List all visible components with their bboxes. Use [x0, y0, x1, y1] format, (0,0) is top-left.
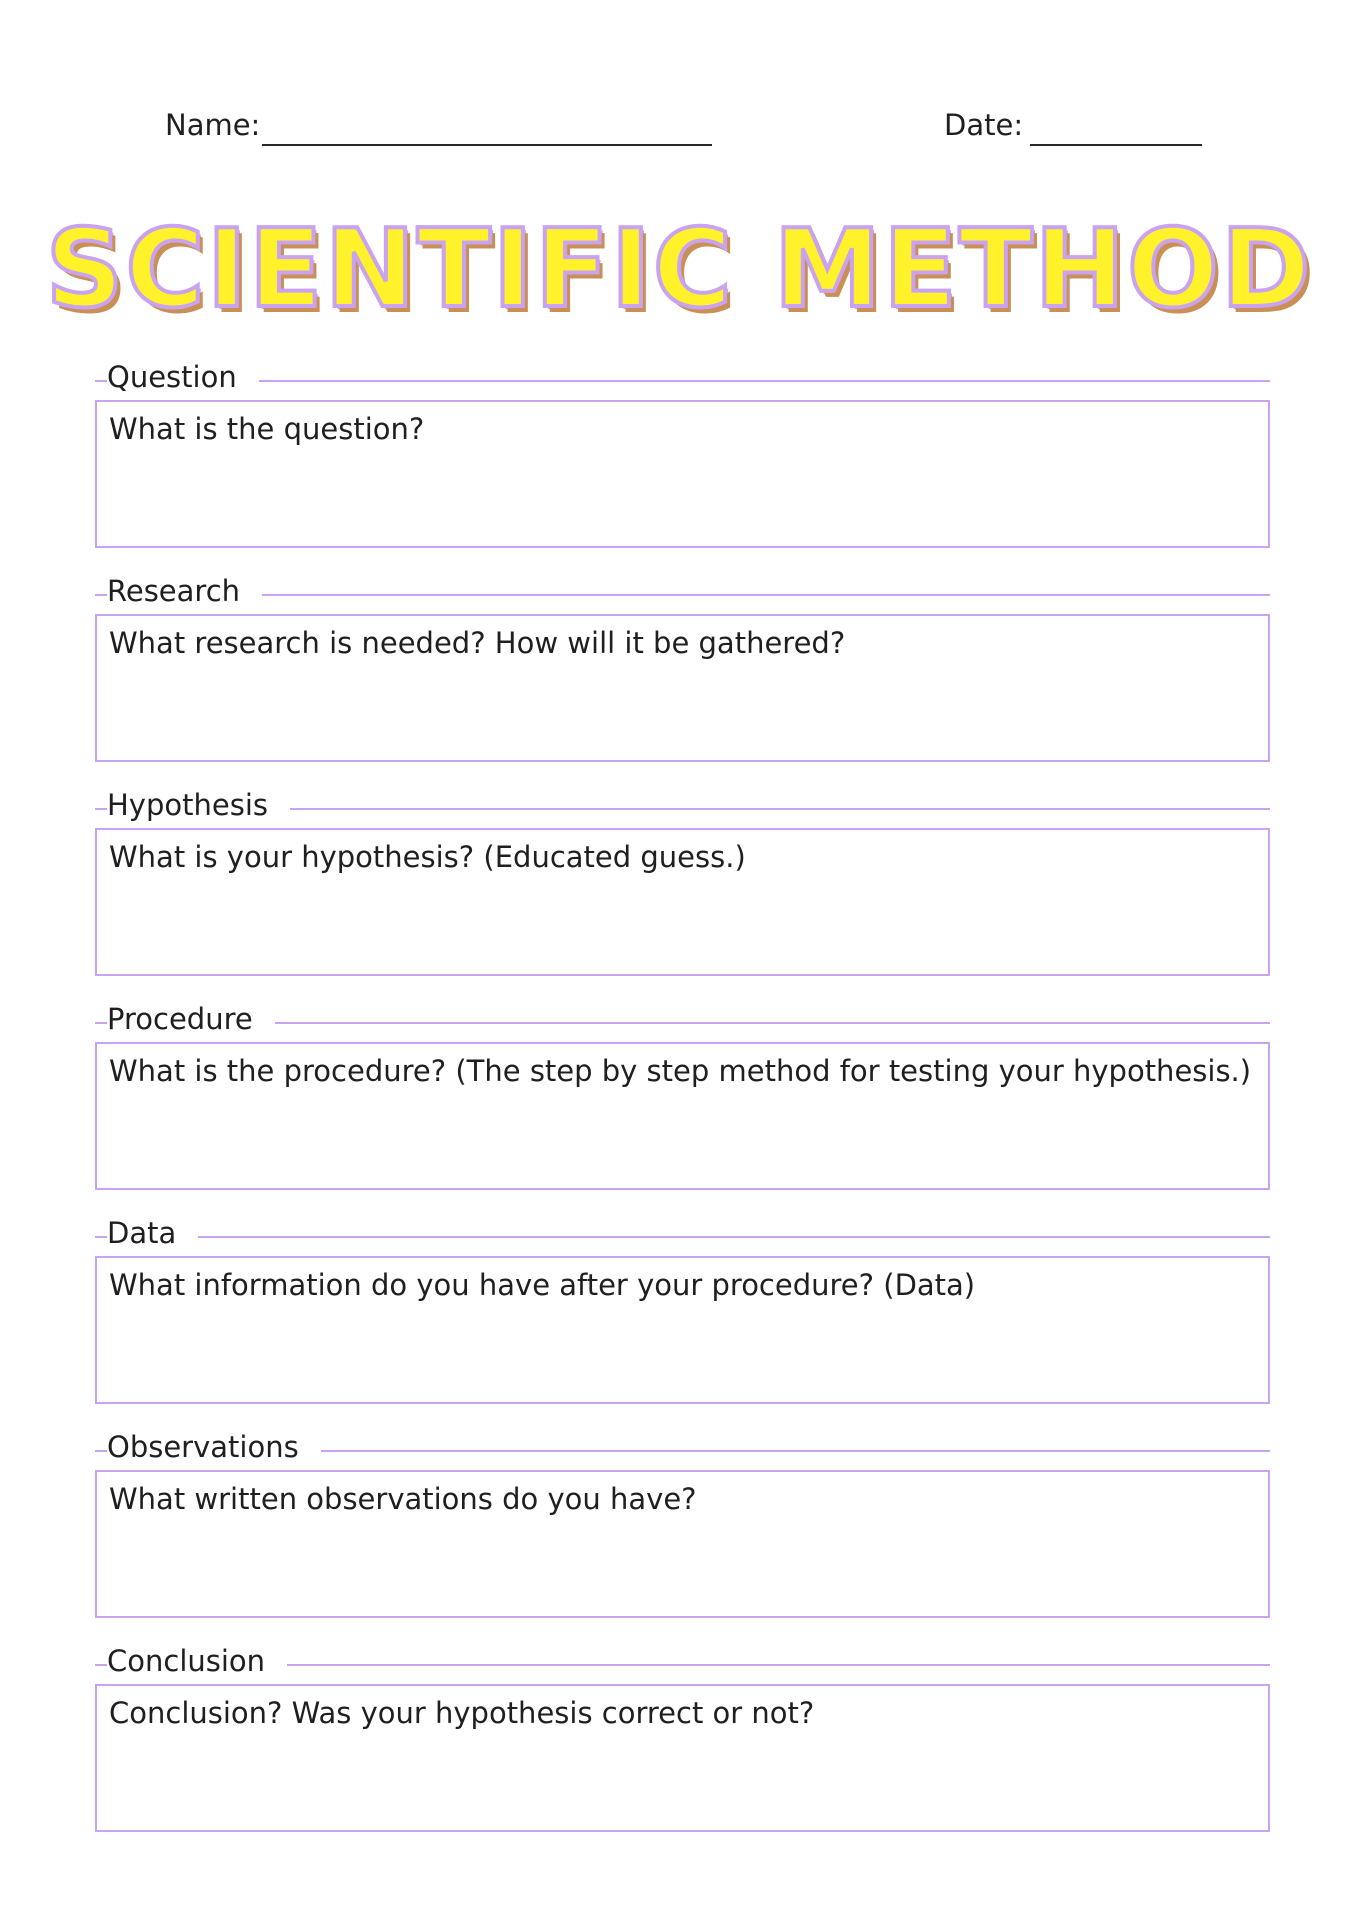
- answer-box[interactable]: [95, 1042, 1270, 1190]
- section-prompt: What is the procedure? (The step by step method for testing your hypothesis.): [109, 1054, 1252, 1088]
- answer-box[interactable]: [95, 1256, 1270, 1404]
- date-label: Date:: [944, 108, 1024, 142]
- answer-box[interactable]: [95, 1470, 1270, 1618]
- section-prompt: What information do you have after your procedure? (Data): [109, 1268, 976, 1302]
- section-prompt: Conclusion? Was your hypothesis correct or not?: [109, 1696, 815, 1730]
- section-label: Conclusion: [107, 1644, 287, 1678]
- answer-box[interactable]: [95, 400, 1270, 548]
- section-label: Question: [107, 360, 259, 394]
- section-label: Research: [107, 574, 262, 608]
- section-prompt: What research is needed? How will it be gathered?: [109, 626, 846, 660]
- section-header: [95, 1000, 1270, 1040]
- answer-box[interactable]: [95, 828, 1270, 976]
- title-banner: [0, 200, 1358, 340]
- section-prompt: What is your hypothesis? (Educated guess.): [109, 840, 746, 874]
- section-header: [95, 1214, 1270, 1254]
- name-label: Name:: [165, 108, 261, 142]
- section-header: [95, 572, 1270, 612]
- section-rule: [95, 594, 1270, 596]
- date-input-line[interactable]: [1030, 144, 1202, 146]
- header-fields: [0, 100, 1358, 160]
- section-label: Hypothesis: [107, 788, 290, 822]
- section-prompt: What is the question?: [109, 412, 425, 446]
- section-label: Procedure: [107, 1002, 275, 1036]
- name-input-line[interactable]: [262, 144, 712, 146]
- section-header: [95, 358, 1270, 398]
- answer-box[interactable]: [95, 1684, 1270, 1832]
- section-header: [95, 786, 1270, 826]
- section-header: [95, 1428, 1270, 1468]
- answer-box[interactable]: [95, 614, 1270, 762]
- section-label: Data: [107, 1216, 198, 1250]
- section-prompt: What written observations do you have?: [109, 1482, 697, 1516]
- section-header: [95, 1642, 1270, 1682]
- section-label: Observations: [107, 1430, 321, 1464]
- section-rule: [95, 380, 1270, 382]
- section-rule: [95, 1236, 1270, 1238]
- page-title: SCIENTIFIC METHOD: [45, 207, 1313, 332]
